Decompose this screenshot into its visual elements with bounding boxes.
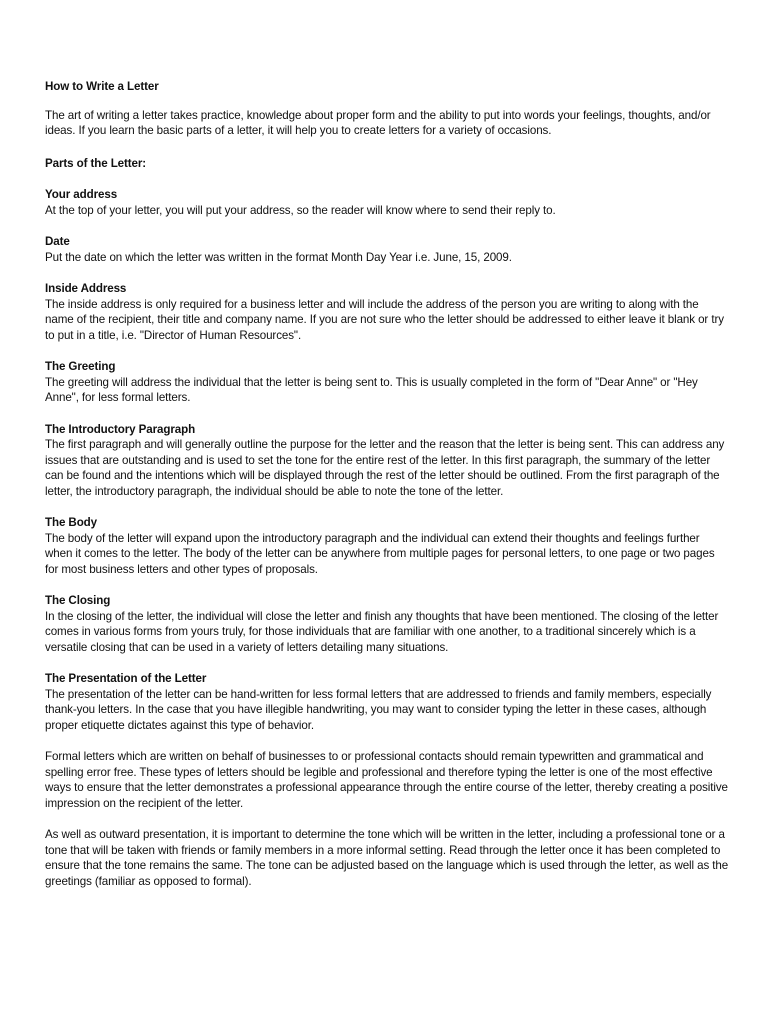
section-your-address	[45, 187, 729, 218]
section-heading: Inside Address	[45, 282, 127, 295]
section-heading: The Closing	[45, 594, 111, 607]
section-body: In the closing of the letter, the individual will close the letter and finish any thoughts that have been mentioned. The closing of the letter comes in various forms from yours truly, for those individuals that are familiar with one another, to a traditional sincerely which is a versatile closing that can be used in a variety of letters detailing many situations.	[45, 609, 719, 654]
document-title: How to Write a Letter	[45, 80, 159, 93]
tone-paragraph: As well as outward presentation, it is important to determine the tone which will be written in the letter, including a professional tone or a tone that will be taken with friends or family members in a more informal setting. Read through the letter once it has been completed to ensure that the tone remains the same. The tone can be adjusted based on the language which is used through the letter, as well as the greetings (familiar as opposed to formal).	[45, 828, 729, 888]
section-body: The presentation of the letter can be hand-written for less formal letters that are addressed to friends and family members, especially thank-you letters. In the case that you have illegible handwriting, you may want to consider typing the letter in these cases, although proper etiquette dictates against this type of behavior.	[45, 687, 712, 732]
section-heading: The Presentation of the Letter	[45, 672, 207, 685]
section-body-part	[45, 515, 729, 577]
section-closing	[45, 593, 729, 655]
section-heading: The Greeting	[45, 360, 116, 373]
section-heading: The Body	[45, 516, 98, 529]
section-greeting	[45, 359, 729, 406]
intro-paragraph: The art of writing a letter takes practice, knowledge about proper form and the ability to put into words your feelings, thoughts, and/or ideas. If you learn the basic parts of a letter, it will help you to create letters for a variety of occasions.	[45, 108, 711, 137]
section-inside-address	[45, 281, 729, 343]
parts-heading: Parts of the Letter:	[45, 156, 147, 170]
section-heading: Your address	[45, 188, 118, 201]
section-body: Put the date on which the letter was written in the format Month Day Year i.e. June, 15, 2009.	[45, 250, 512, 264]
section-heading: The Introductory Paragraph	[45, 422, 196, 436]
section-body: The first paragraph and will generally outline the purpose for the letter and the reason that the letter is being sent. This can address any issues that are outstanding and is used to set the tone for the entire rest of the letter. In this first paragraph, the summary of the letter can be found and the intentions which will be displayed through the rest of the letter should be outlined. From the first paragraph of the letter, the introductory paragraph, the individual should be able to note the tone of the letter.	[45, 438, 725, 498]
section-introductory-paragraph	[45, 422, 729, 500]
section-body: At the top of your letter, you will put your address, so the reader will know where to send their reply to.	[45, 203, 556, 217]
section-body: The inside address is only required for a business letter and will include the address of the person you are writing to along with the name of the recipient, their title and company name. If you are not sure who the letter should be addressed to either leave it blank or try to put in a title, i.e. "Director of Human Resources".	[45, 297, 724, 342]
section-heading: Date	[45, 235, 70, 248]
formal-letters-paragraph: Formal letters which are written on behalf of businesses to or professional contacts should remain typewritten and grammatical and spelling error free. These types of letters should be legible and professional and therefore typing the letter is one of the most effective ways to ensure that the letter demonstrates a professional appearance through the entire course of the letter, thereby creating a positive impression on the recipient of the letter.	[45, 750, 728, 810]
document-page	[45, 79, 729, 905]
section-presentation	[45, 671, 729, 733]
section-body: The greeting will address the individual that the letter is being sent to. This is usually completed in the form of "Dear Anne" or "Hey Anne", for less formal letters.	[45, 375, 698, 404]
section-body: The body of the letter will expand upon the introductory paragraph and the individual can extend their thoughts and feelings further when it comes to the letter. The body of the letter can be anywhere from multiple pages for personal letters, to one page or two pages for most business letters and other types of proposals.	[45, 531, 715, 576]
section-date	[45, 234, 729, 265]
